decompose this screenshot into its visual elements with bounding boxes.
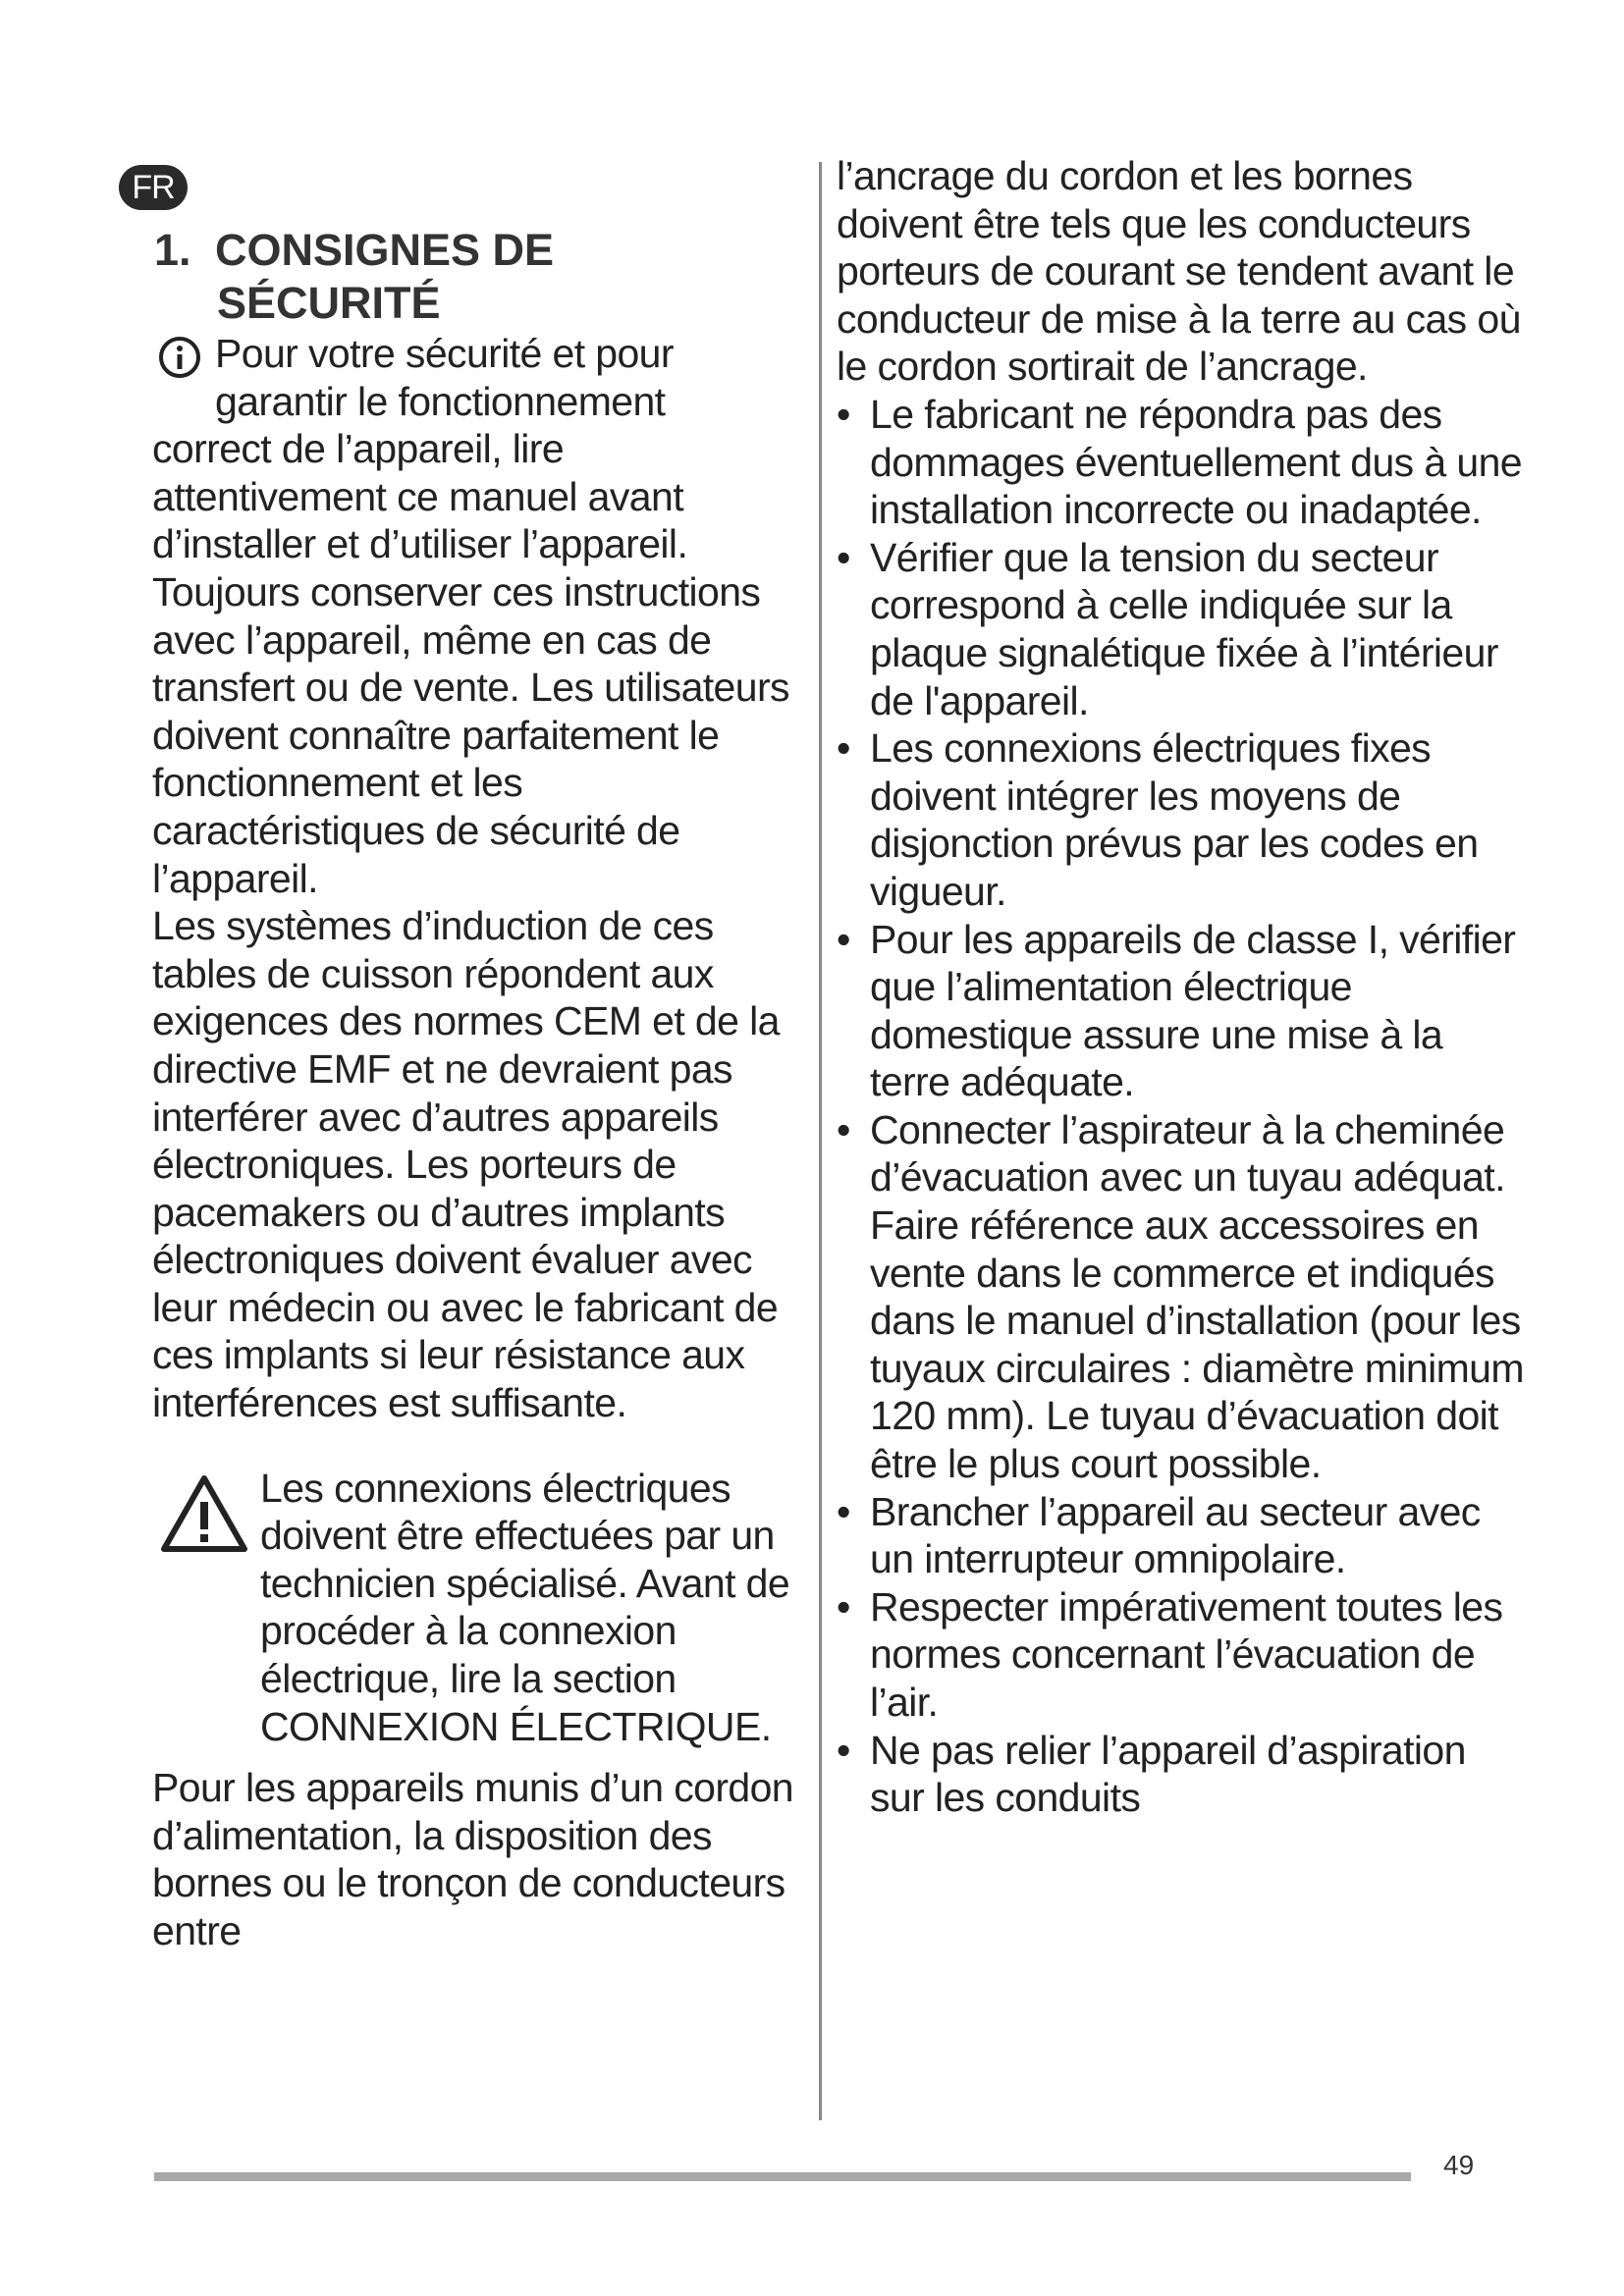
list-item: • Les connexions électriques fixes doivent intégrer les moyens de disjonction prévus par les codes en vigueur. <box>837 725 1479 914</box>
list-item: • Brancher l’appareil au secteur avec un interrupteur omnipolaire. <box>837 1488 1481 1582</box>
page-number: 49 <box>1443 2150 1475 2180</box>
intro-paragraph <box>152 330 800 902</box>
section-number: 1. <box>154 225 191 275</box>
list-item: • Vérifier que la tension du secteur correspond à celle indiquée sur la plaque signalétique fixée à l’intérieur de l'appareil. <box>837 534 1498 723</box>
warning-block <box>152 1465 800 1751</box>
intro-text: correct de l’appareil, lire attentivement ce manuel avant d’installer et d’utiliser l’appareil. Toujours conserver ces instructions avec l’appareil, même en cas de transfert ou de vente. Les utilisateurs doivent connaître parfaitement le fonctionnement et les caractéristiques de sécurité de l’appareil. <box>152 426 789 901</box>
bullet-icon: • <box>837 725 850 772</box>
bullet-icon: • <box>837 534 850 580</box>
list-item: • Le fabricant ne répondra pas des dommages éventuellement dus à une installation incorrecte ou inadaptée. <box>837 391 1522 533</box>
list-item: • Connecter l’aspirateur à la cheminée d’évacuation avec un tuyau adéquat. Faire référence aux accessoires en vente dans le commerce et indiqués dans le manuel d’installation (pour les tuyaux circulaires : diamètre minimum 120 mm). Le tuyau d’évacuation doit être le plus court possible. <box>837 1106 1524 1487</box>
language-badge: FR <box>119 165 188 210</box>
induction-paragraph: Les systèmes d’induction de ces tables de cuisson répondent aux exigences des normes CEM et de la directive EMF et ne devraient pas interférer avec d’autres appareils électroniques. Les porteurs de pacemakers ou d’autres implants électroniques doivent évaluer avec leur médecin ou avec le fabricant de ces implants si leur résistance aux interférences est suffisante. <box>152 903 780 1426</box>
list-item: • Pour les appareils de classe I, vérifier que l’alimentation électrique domestique assure une mise à la terre adéquate. <box>837 916 1516 1105</box>
bullet-icon: • <box>837 1583 850 1629</box>
footer-rule <box>154 2172 1411 2181</box>
continuation-paragraph: l’ancrage du cordon et les bornes doivent être tels que les conducteurs porteurs de courant se tendent avant le conducteur de mise à la terre au cas où le cordon sortirait de l’ancrage. <box>837 153 1521 390</box>
bullet-icon: • <box>837 1488 850 1534</box>
bullet-icon: • <box>837 916 850 962</box>
bullet-icon: • <box>837 1727 850 1773</box>
warning-text: Les connexions électriques doivent être effectuées par un technicien spécialisé. Avant de procéder à la connexion électrique, lire la section CONNEXION ÉLECTRIQUE. <box>260 1465 790 1749</box>
column-divider <box>819 162 822 2120</box>
list-item: • Ne pas relier l’appareil d’aspiration sur les conduits <box>837 1727 1466 1821</box>
warning-triangle-icon <box>160 1474 248 1553</box>
list-item: • Respecter impérativement toutes les normes concernant l’évacuation de l’air. <box>837 1583 1503 1725</box>
section-heading <box>154 224 800 330</box>
section-title-line1: CONSIGNES DE <box>215 225 555 275</box>
cord-paragraph: Pour les appareils munis d’un cordon d’alimentation, la disposition des bornes ou le tronçon de conducteurs entre <box>152 1765 793 1953</box>
section-title-line2: SÉCURITÉ <box>217 278 441 328</box>
left-column <box>152 224 800 1955</box>
safety-list <box>837 391 1524 1822</box>
info-icon <box>158 336 201 379</box>
intro-line-2: garantir le fonctionnement <box>215 378 666 424</box>
right-column <box>837 152 1524 1822</box>
bullet-icon: • <box>837 391 850 437</box>
bullet-icon: • <box>837 1106 850 1152</box>
intro-line-1: Pour votre sécurité et pour <box>215 331 674 376</box>
